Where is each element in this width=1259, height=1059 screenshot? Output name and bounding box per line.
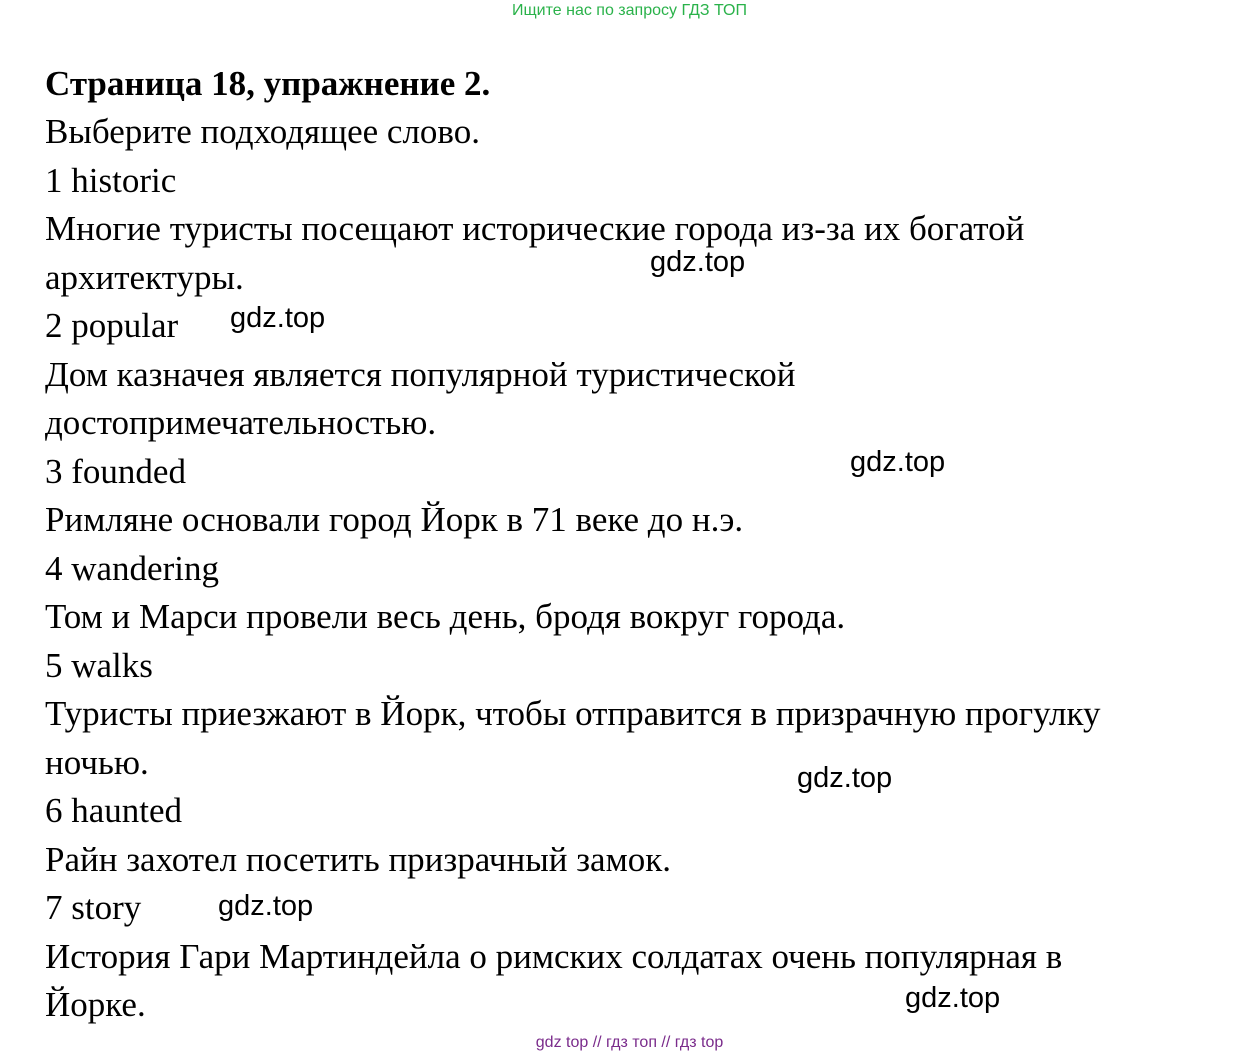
watermark: gdz.top — [797, 762, 893, 794]
answer-word-6: 6 haunted — [45, 791, 183, 830]
instruction: Выберите подходящее слово. — [45, 112, 480, 151]
translation-5-line-1: Туристы приезжают в Йорк, чтобы отправится в призрачную прогулку — [45, 694, 1101, 733]
answer-word-2: 2 popular — [45, 306, 179, 345]
translation-4: Том и Марси провели весь день, бродя вокруг города. — [45, 597, 846, 636]
page-title: Страница 18, упражнение 2. — [45, 64, 491, 103]
answer-word-5: 5 walks — [45, 645, 153, 685]
answer-word-1: 1 historic — [45, 160, 177, 200]
translation-2-line-2: достопримечательностью. — [45, 403, 437, 442]
answer-word-4: 4 wandering — [45, 548, 219, 588]
translation-2-line-1: Дом казначея является популярной туристической — [45, 354, 796, 394]
translation-1-line-1: Многие туристы посещают исторические города из-за их богатой — [45, 209, 1025, 248]
translation-7-line-1: История Гари Мартиндейла о римских солдатах очень популярная в — [45, 936, 1063, 976]
watermark: gdz.top — [650, 246, 746, 278]
watermark: gdz.top — [218, 890, 314, 922]
answer-word-3: 3 founded — [45, 451, 186, 491]
footer-links[interactable]: gdz top // гдз топ // гдз top — [535, 1034, 724, 1051]
translation-6: Райн захотел посетить призрачный замок. — [45, 839, 671, 879]
answer-word-7: 7 story — [45, 888, 142, 927]
exercise-content — [45, 60, 1245, 1030]
top-banner[interactable]: Ищите нас по запросу ГДЗ ТОП — [512, 2, 747, 19]
watermark: gdz.top — [905, 982, 1001, 1014]
translation-1-line-2: архитектуры. — [45, 257, 244, 297]
watermark: gdz.top — [230, 302, 326, 334]
watermark: gdz.top — [850, 446, 946, 478]
translation-3: Римляне основали город Йорк в 71 веке до н.э. — [45, 500, 744, 539]
translation-7-line-2: Йорке. — [45, 985, 146, 1024]
translation-5-line-2: ночью. — [45, 742, 149, 782]
